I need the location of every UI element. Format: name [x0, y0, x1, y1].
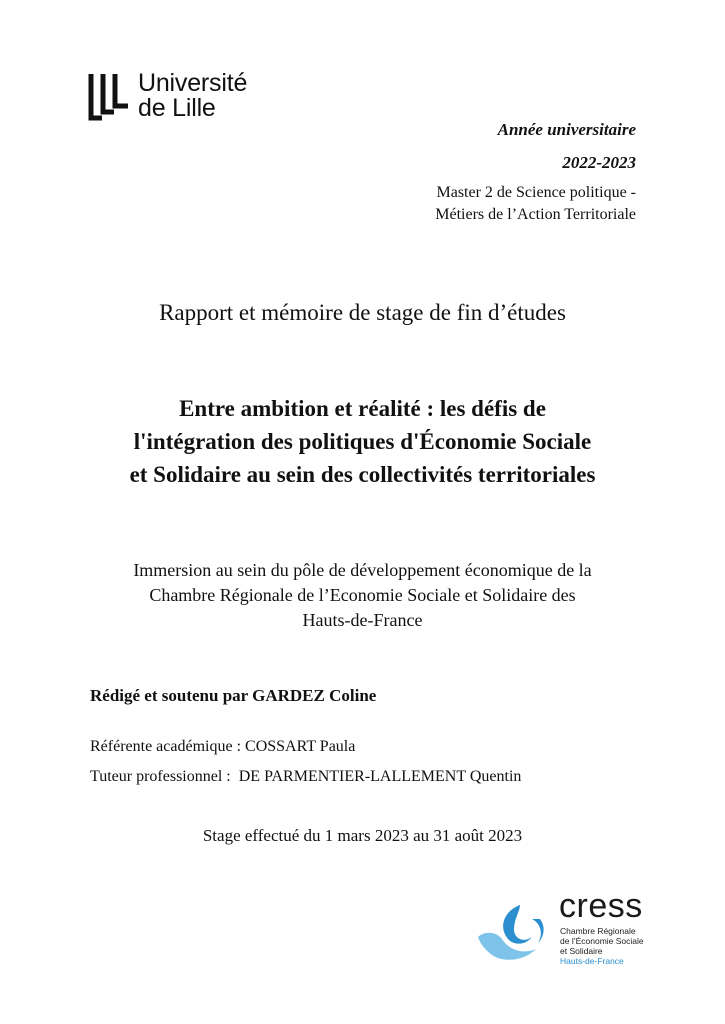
- ulille-mark-icon: [88, 72, 132, 122]
- report-type: Rapport et mémoire de stage de fin d’études: [159, 300, 566, 325]
- cress-text-line-1: Chambre Régionale: [560, 926, 636, 936]
- subtitle-line-1: Immersion au sein du pôle de développement économique de la: [133, 560, 592, 580]
- tutor-label: Tuteur professionnel :: [90, 768, 231, 785]
- academic-year-label: Année universitaire: [497, 120, 636, 139]
- program-line-1: Master 2 de Science politique -: [436, 184, 636, 201]
- internship-dates: Stage effectué du 1 mars 2023 au 31 août 2023: [202, 826, 523, 845]
- cress-wordmark: cress: [559, 887, 643, 925]
- academic-year-value: 2022-2023: [562, 153, 636, 172]
- subtitle-line-2: Chambre Régionale de l’Economie Sociale et Solidaire des: [149, 585, 576, 605]
- logo-text-de-lille: de Lille: [138, 94, 216, 122]
- title-line-2: l'intégration des politiques d'Économie Sociale: [133, 429, 592, 454]
- logo-text-universite: Université: [138, 69, 248, 97]
- cress-swirl-icon: [474, 901, 556, 967]
- universite-de-lille-logo: [88, 70, 288, 126]
- academic-referent: Référente académique : COSSART Paula: [90, 738, 356, 755]
- tutor-name: DE PARMENTIER-LALLEMENT Quentin: [238, 768, 522, 785]
- cress-text-line-4: Hauts-de-France: [560, 956, 624, 966]
- title-line-1: Entre ambition et réalité : les défis de: [179, 396, 546, 421]
- professional-tutor: [90, 768, 521, 786]
- cress-text-line-2: de l’Économie Sociale: [560, 936, 644, 946]
- title-line-3: et Solidaire au sein des collectivités territoriales: [129, 462, 596, 487]
- cress-text-line-3: et Solidaire: [560, 946, 603, 956]
- author: Rédigé et soutenu par GARDEZ Coline: [90, 686, 377, 705]
- cress-logo: [474, 887, 674, 975]
- program-line-2: Métiers de l’Action Territoriale: [435, 206, 636, 223]
- subtitle-line-3: Hauts-de-France: [302, 610, 423, 630]
